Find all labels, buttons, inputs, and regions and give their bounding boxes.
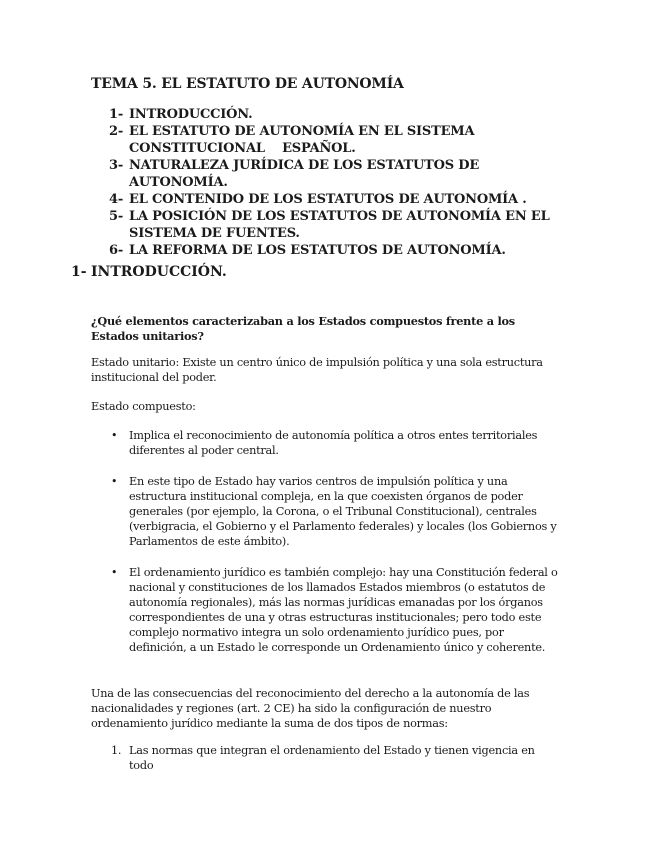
toc-item-text: EL CONTENIDO DE LOS ESTATUTOS DE AUTONOMÍA . xyxy=(129,192,527,207)
section-number: 1- xyxy=(71,264,87,280)
numbered-item-number: 1. xyxy=(111,744,122,757)
numbered-item-text: Las normas que integran el ordenamiento del Estado y tienen vigencia en todo xyxy=(129,744,535,772)
toc-item-number: 4- xyxy=(109,192,124,207)
bullet-text: Implica el reconocimiento de autonomía política a otros entes territoriales diferentes al poder central. xyxy=(129,429,538,457)
bullet-text: El ordenamiento jurídico es también complejo: hay una Constitución federal o nacional y constituciones de los llamados Estados miembros (o estatutos de autonomía regionales), más las normas jurídicas emanadas por los órganos correspondientes de una y otras estructuras institucionales; pero todo este complejo normativo integra un solo ordenamiento jurídico pues, por definición, a un Estado le corresponde un Ordenamiento único y coherente. xyxy=(129,566,558,654)
toc-item-number: 3- xyxy=(109,158,124,173)
bullet-icon: • xyxy=(111,566,118,579)
toc-item-number: 6- xyxy=(109,243,124,258)
toc-item-text: NATURALEZA JURÍDICA DE LOS ESTATUTOS DE AUTONOMÍA. xyxy=(129,158,480,190)
section-title: INTRODUCCIÓN. xyxy=(91,264,227,280)
toc-item-number: 5- xyxy=(109,209,124,224)
toc-item xyxy=(91,208,561,242)
paragraph-estado-unitario: Estado unitario: Existe un centro único de impulsión política y una sola estructura institucional del poder. xyxy=(91,356,543,384)
bullet-icon: • xyxy=(111,429,118,442)
toc-item xyxy=(91,123,561,157)
numbered-list xyxy=(91,743,561,773)
bullet-list xyxy=(91,428,561,671)
toc-item-text: INTRODUCCIÓN. xyxy=(129,107,253,122)
toc-item xyxy=(91,191,561,208)
toc-item xyxy=(91,242,561,259)
toc-item-number: 1- xyxy=(109,107,124,122)
toc-item-text: EL ESTATUTO DE AUTONOMÍA EN EL SISTEMA CONSTITUCIONAL ESPAÑOL. xyxy=(129,124,479,156)
toc-item xyxy=(91,106,561,123)
toc-item-text: LA POSICIÓN DE LOS ESTATUTOS DE AUTONOMÍA EN EL SISTEMA DE FUENTES. xyxy=(129,209,550,241)
paragraph-consecuencias: Una de las consecuencias del reconocimiento del derecho a la autonomía de las nacionalidades y regiones (art. 2 CE) ha sido la configuración de nuestro ordenamiento jurídico mediante la suma de dos tipos de normas: xyxy=(91,687,530,730)
section-heading xyxy=(71,264,227,280)
bullet-item xyxy=(91,474,561,549)
toc-item xyxy=(91,157,561,191)
bullet-item xyxy=(91,565,561,655)
toc-item-text: LA REFORMA DE LOS ESTATUTOS DE AUTONOMÍA. xyxy=(129,243,506,258)
table-of-contents xyxy=(91,106,561,259)
toc-item-number: 2- xyxy=(109,124,124,139)
question-heading: ¿Qué elementos caracterizaban a los Estados compuestos frente a los Estados unitarios? xyxy=(91,314,515,343)
bullet-icon: • xyxy=(111,475,118,488)
bullet-item xyxy=(91,428,561,458)
bullet-text: En este tipo de Estado hay varios centros de impulsión política y una estructura institucional compleja, en la que coexisten órganos de poder generales (por ejemplo, la Corona, o el Tribunal Constitucional), centrales (verbigracia, el Gobierno y el Parlamento federales) y locales (los Gobiernos y Parlamentos de este ámbito). xyxy=(129,475,557,548)
numbered-item xyxy=(91,743,561,773)
document-title: TEMA 5. EL ESTATUTO DE AUTONOMÍA xyxy=(91,76,404,92)
paragraph-estado-compuesto: Estado compuesto: xyxy=(91,400,196,413)
